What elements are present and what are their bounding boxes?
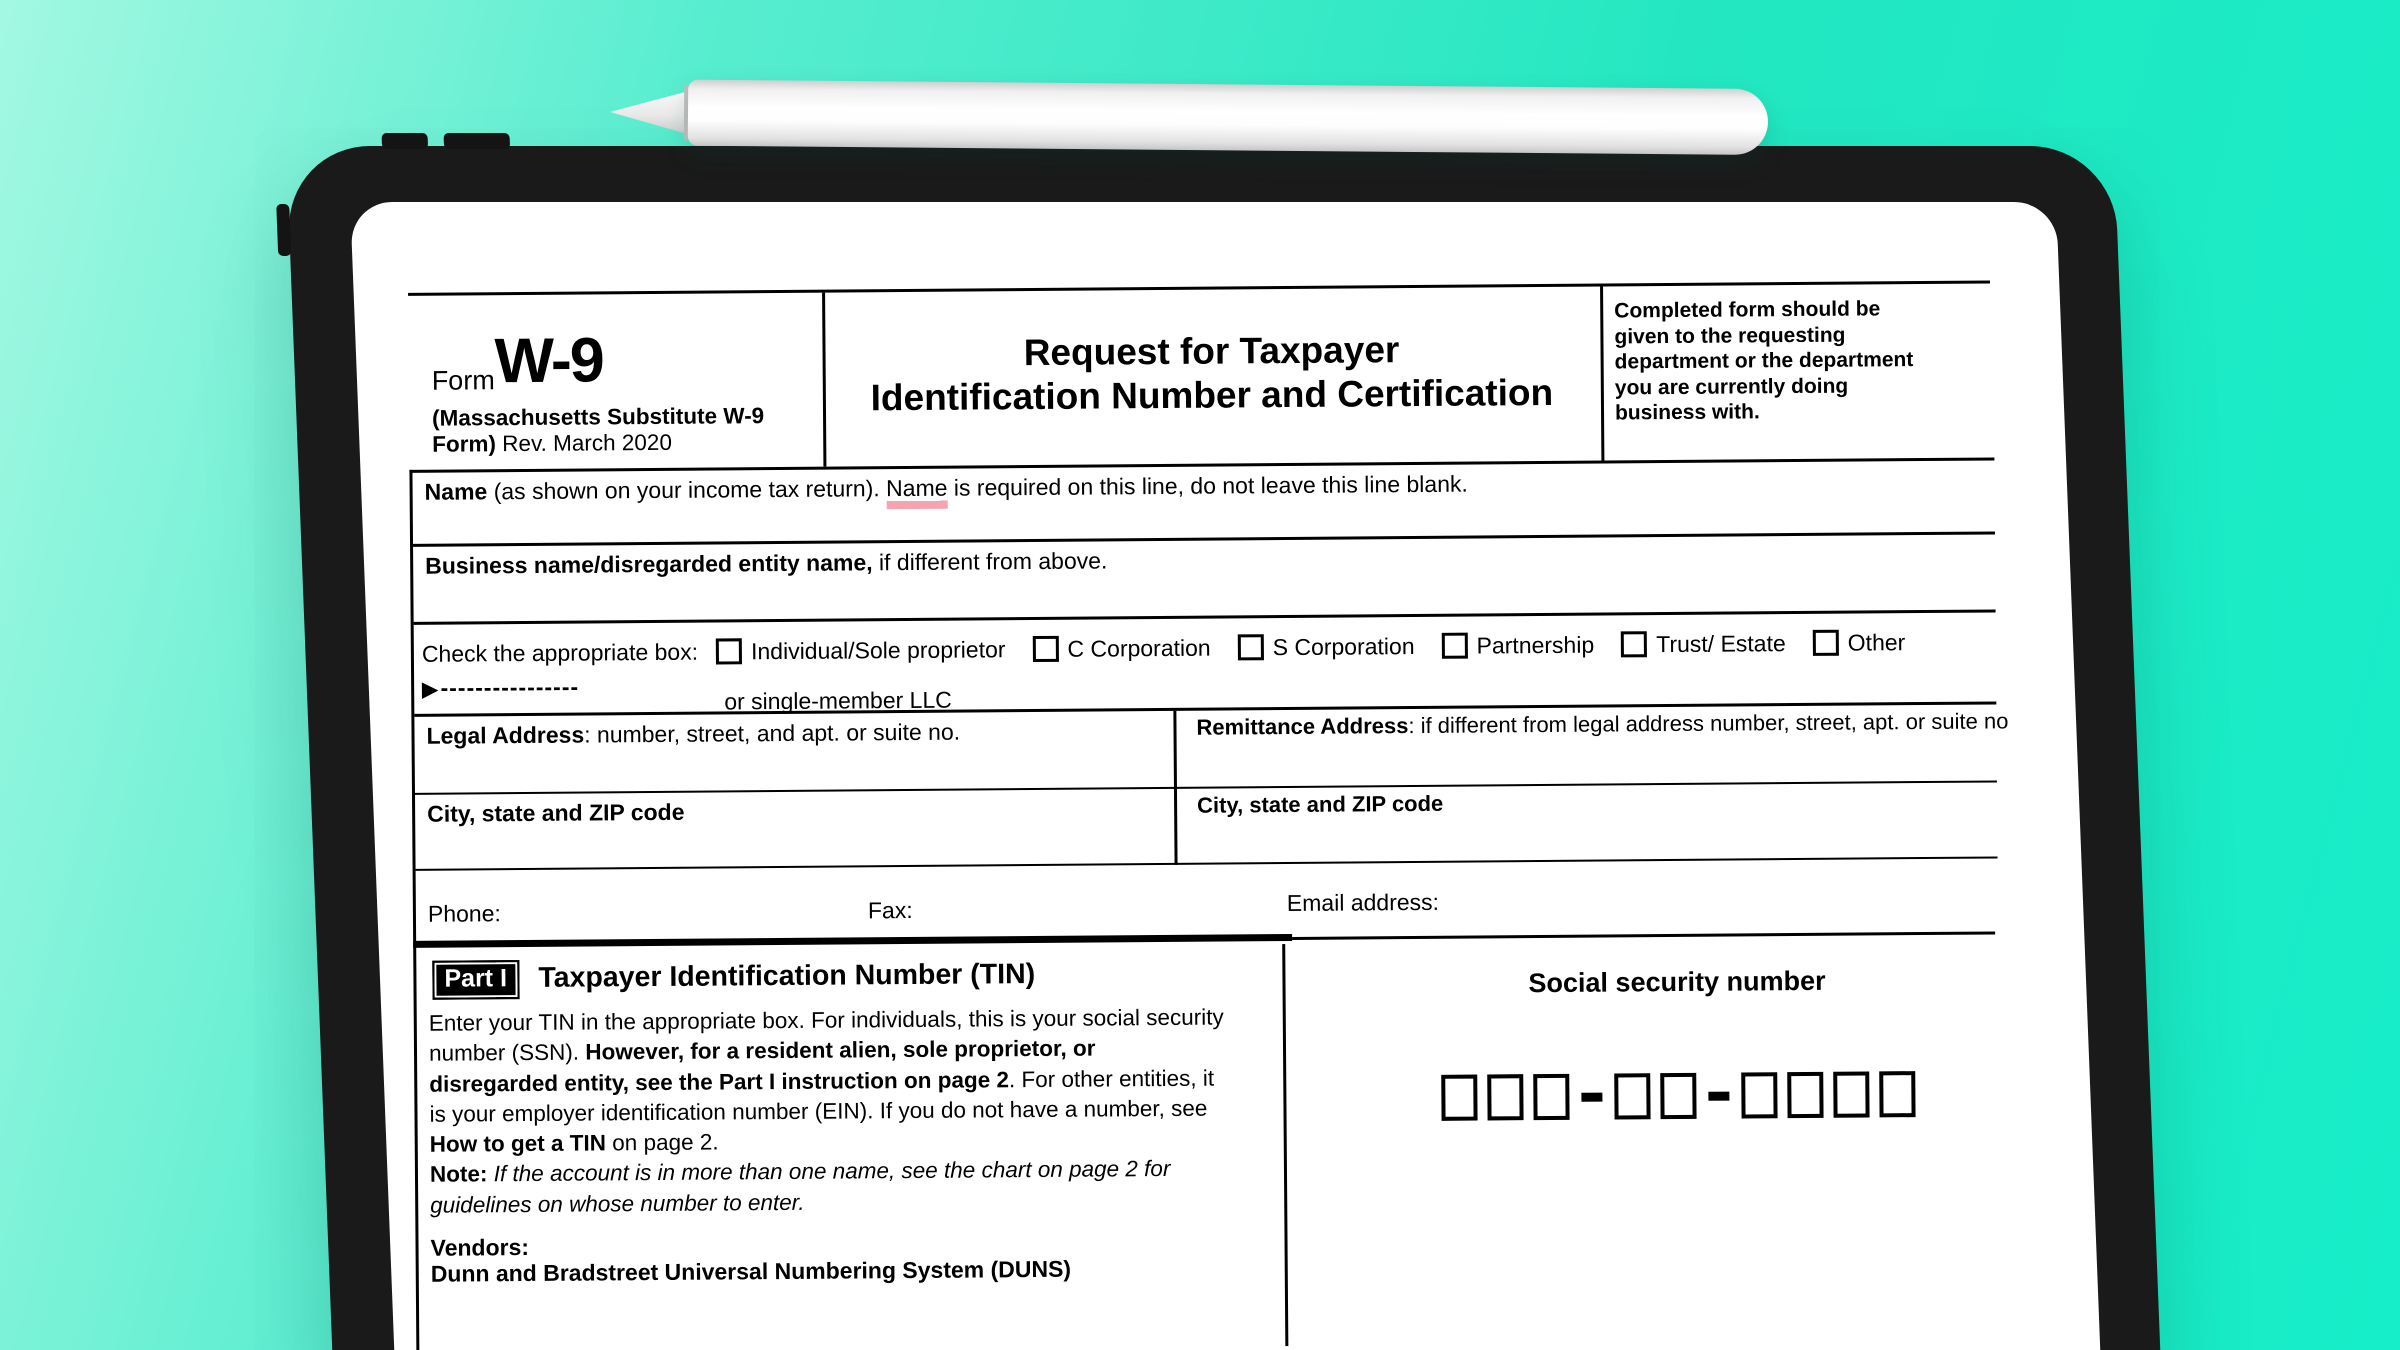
form-title bbox=[828, 327, 1595, 421]
entity-options bbox=[422, 629, 1933, 667]
header-note: Completed form should be given to the requesting department or the department you are currently doing business with. bbox=[1614, 297, 1914, 425]
form-subtitle bbox=[432, 403, 765, 458]
fax-label: Fax: bbox=[867, 896, 913, 924]
text-segment: is required on this line, do not leave this line blank. bbox=[947, 470, 1468, 501]
pencil-body bbox=[688, 80, 1769, 155]
entity-option-label: Trust/ Estate bbox=[1656, 630, 1786, 658]
text-segment: (as shown on your income tax return). bbox=[487, 475, 887, 505]
tin-line bbox=[430, 1184, 1225, 1221]
business-name-row[interactable] bbox=[413, 534, 1996, 624]
ssn-box[interactable] bbox=[1879, 1071, 1915, 1117]
text-segment: is your employer identification number (EIN). If you do not have a number, see bbox=[429, 1095, 1208, 1127]
form-number: W-9 bbox=[494, 325, 604, 397]
entity-option bbox=[1238, 633, 1415, 661]
text-segment: Business name/disregarded entity name, bbox=[425, 549, 873, 579]
checkbox-icon[interactable] bbox=[1032, 636, 1058, 662]
city-row[interactable] bbox=[415, 782, 1998, 870]
entity-option bbox=[1621, 630, 1786, 658]
part1-badge: Part I bbox=[432, 960, 519, 999]
ssn-box[interactable] bbox=[1833, 1071, 1869, 1117]
header-divider-left bbox=[822, 293, 826, 467]
entity-type-row bbox=[414, 612, 1997, 716]
text-segment: (Massachusetts Substitute W-9 bbox=[431, 403, 765, 431]
entity-option bbox=[1441, 632, 1594, 660]
text-segment: Legal Address bbox=[426, 721, 585, 749]
checkbox-icon[interactable] bbox=[1621, 631, 1647, 657]
pencil-tip-icon bbox=[610, 89, 690, 136]
text-segment: Rev. March 2020 bbox=[495, 429, 673, 457]
header-divider-right bbox=[1600, 287, 1604, 461]
ssn-box[interactable] bbox=[1614, 1073, 1650, 1119]
text-segment: : if different from legal address number, street, apt. or suite no bbox=[1408, 708, 2009, 739]
volume-up-button bbox=[382, 133, 429, 149]
text-segment: on page 2. bbox=[605, 1129, 719, 1156]
ssn-box[interactable] bbox=[1660, 1073, 1696, 1119]
ssn-dash bbox=[1581, 1092, 1602, 1101]
text-segment: However, for a resident alien, sole proprietor, or bbox=[585, 1035, 1096, 1065]
checkbox-icon[interactable] bbox=[1441, 633, 1467, 659]
w9-form bbox=[398, 273, 2009, 1350]
title-line1: Request for Taxpayer bbox=[1023, 329, 1400, 374]
other-entity-line[interactable] bbox=[422, 674, 579, 702]
entity-option-label: Partnership bbox=[1476, 631, 1595, 659]
text-segment: if different from above. bbox=[872, 547, 1108, 576]
text-segment: disregarded entity, see the Part I instruction on page 2 bbox=[429, 1066, 1010, 1097]
checkbox-icon[interactable] bbox=[1238, 634, 1264, 660]
part1-section bbox=[416, 938, 2001, 1350]
form-body bbox=[409, 457, 2009, 1350]
ssn-box[interactable] bbox=[1787, 1072, 1823, 1118]
text-segment: How to get a TIN bbox=[429, 1130, 607, 1157]
text-segment: : number, street, and apt. or suite no. bbox=[584, 718, 961, 748]
text-segment: Enter your TIN in the appropriate box. For individuals, this is your social security bbox=[428, 1004, 1224, 1036]
vendors-note bbox=[430, 1230, 1071, 1287]
form-word: Form bbox=[431, 365, 495, 396]
ssn-box[interactable] bbox=[1441, 1075, 1477, 1121]
ssn-box[interactable] bbox=[1741, 1072, 1777, 1118]
entity-option-label: Other bbox=[1847, 629, 1906, 656]
entity-option bbox=[1813, 629, 1906, 656]
ssn-column bbox=[1285, 938, 2001, 1346]
name-row[interactable] bbox=[412, 460, 1995, 546]
tin-instructions bbox=[429, 1003, 1226, 1221]
tin-line bbox=[430, 1154, 1225, 1191]
text-segment: number (SSN). bbox=[428, 1039, 586, 1067]
text-segment: guidelines on whose number to enter. bbox=[430, 1189, 805, 1218]
ssn-dash bbox=[1708, 1091, 1729, 1100]
ssn-box[interactable] bbox=[1533, 1074, 1569, 1120]
vendors-text: Dunn and Bradstreet Universal Numbering System (DUNS) bbox=[430, 1255, 1072, 1287]
text-segment: Remittance Address bbox=[1196, 713, 1409, 740]
checkbox-icon[interactable] bbox=[1813, 630, 1839, 656]
apple-pencil bbox=[610, 79, 1769, 155]
email-label: Email address: bbox=[1286, 888, 1440, 917]
text-segment: Note: bbox=[429, 1161, 488, 1188]
text-segment: . For other entities, it bbox=[1008, 1065, 1215, 1092]
volume-down-button bbox=[444, 133, 511, 149]
entity-option bbox=[1032, 635, 1210, 663]
address-row[interactable] bbox=[414, 704, 2009, 794]
ssn-boxes bbox=[1321, 1070, 2034, 1122]
title-line2: Identification Number and Certification bbox=[870, 371, 1554, 419]
dashed-line: ---------------- bbox=[440, 673, 580, 701]
text-segment: City, state and ZIP code bbox=[427, 798, 685, 827]
name-label bbox=[412, 460, 1994, 505]
entity-option bbox=[716, 636, 1006, 665]
ssn-box[interactable] bbox=[1487, 1074, 1523, 1120]
text-segment: City, state and ZIP code bbox=[1197, 790, 1444, 818]
vendors-label: Vendors: bbox=[430, 1234, 530, 1261]
arrow-right-icon: ▶ bbox=[422, 678, 439, 701]
text-segment: Name bbox=[424, 478, 488, 505]
name-required-highlight: Name bbox=[886, 474, 948, 502]
phone-label: Phone: bbox=[427, 900, 501, 927]
ssn-heading: Social security number bbox=[1528, 965, 1826, 999]
llc-note: or single-member LLC bbox=[724, 686, 952, 715]
entity-label: Check the appropriate box: bbox=[421, 638, 699, 667]
side-button bbox=[276, 204, 291, 256]
text-segment: Form) bbox=[432, 431, 497, 457]
checkbox-icon[interactable] bbox=[716, 639, 742, 665]
text-segment: If the account is in more than one name, see the chart on page 2 for bbox=[487, 1156, 1171, 1187]
entity-option-label: S Corporation bbox=[1272, 633, 1415, 661]
entity-option-label: Individual/Sole proprietor bbox=[750, 636, 1006, 665]
tin-line bbox=[429, 1093, 1224, 1130]
entity-option-label: C Corporation bbox=[1067, 634, 1211, 662]
part1-heading: Taxpayer Identification Number (TIN) bbox=[538, 958, 1036, 994]
